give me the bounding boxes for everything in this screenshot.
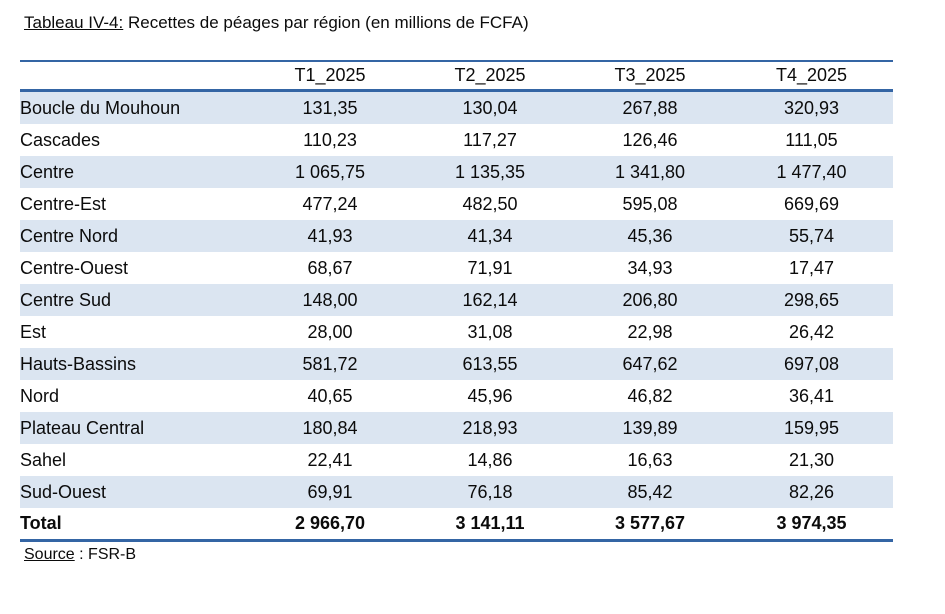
value-cell: 45,36 <box>627 225 673 246</box>
value-cell: 41,34 <box>467 225 513 246</box>
table-row <box>20 252 893 284</box>
value-cell: 31,08 <box>467 321 513 342</box>
table-row <box>20 124 893 156</box>
page-title <box>24 12 529 34</box>
value-cell: 14,86 <box>467 449 513 470</box>
total-row <box>20 508 893 541</box>
region-cell: Centre Nord <box>20 225 119 246</box>
value-cell: 595,08 <box>622 193 678 214</box>
table-row <box>20 220 893 252</box>
value-cell: 139,89 <box>622 417 678 438</box>
value-cell: 36,41 <box>788 385 835 406</box>
table-number-label: Tableau IV-4: <box>24 13 124 32</box>
region-cell: Boucle du Mouhoun <box>20 97 181 118</box>
value-cell: 55,74 <box>788 225 835 246</box>
value-cell: 21,30 <box>788 449 835 470</box>
table-row <box>20 188 893 220</box>
value-cell: 41,93 <box>307 225 353 246</box>
value-cell: 34,93 <box>627 257 673 278</box>
toll-revenue-table <box>20 60 893 542</box>
value-cell: 1 135,35 <box>454 161 526 182</box>
region-cell: Hauts-Bassins <box>20 353 137 374</box>
region-cell: Sahel <box>20 449 67 470</box>
value-cell: 647,62 <box>622 353 678 374</box>
table-row <box>20 476 893 508</box>
value-cell: 298,65 <box>783 289 840 310</box>
value-cell: 16,63 <box>627 449 673 470</box>
value-cell: 320,93 <box>783 97 840 118</box>
region-cell: Centre-Est <box>20 193 107 214</box>
value-cell: 69,91 <box>307 481 353 502</box>
region-cell: Plateau Central <box>20 417 145 438</box>
source-label: Source <box>24 546 75 563</box>
value-cell: 85,42 <box>627 481 673 502</box>
total-label: Total <box>20 513 62 533</box>
table-row <box>20 316 893 348</box>
value-cell: 46,82 <box>627 385 673 406</box>
title-text: Recettes de péages par région (en millions de FCFA) <box>123 13 529 32</box>
region-cell: Centre Sud <box>20 289 112 310</box>
table-row <box>20 91 893 125</box>
value-cell: 162,14 <box>462 289 518 310</box>
table-row <box>20 156 893 188</box>
total-value-t1: 2 966,70 <box>294 513 366 533</box>
value-cell: 40,65 <box>307 385 353 406</box>
region-cell: Nord <box>20 385 60 406</box>
value-cell: 76,18 <box>467 481 513 502</box>
table-row <box>20 284 893 316</box>
value-cell: 148,00 <box>302 289 358 310</box>
value-cell: 117,27 <box>463 129 517 150</box>
value-cell: 477,24 <box>302 193 358 214</box>
total-value-t4: 3 974,35 <box>776 513 847 533</box>
source-text: : FSR-B <box>74 546 137 563</box>
value-cell: 581,72 <box>302 353 358 374</box>
total-value-t2: 3 141,11 <box>455 513 525 533</box>
value-cell: 218,93 <box>462 417 518 438</box>
table-header-row <box>20 61 893 91</box>
column-header-region <box>20 61 250 91</box>
value-cell: 669,69 <box>783 193 840 214</box>
value-cell: 26,42 <box>788 321 835 342</box>
table-row <box>20 412 893 444</box>
value-cell: 206,80 <box>622 289 678 310</box>
table-row <box>20 444 893 476</box>
column-header-t2: T2_2025 <box>410 61 570 91</box>
value-cell: 68,67 <box>307 257 353 278</box>
value-cell: 22,41 <box>307 449 353 470</box>
total-value-t3: 3 577,67 <box>614 513 686 533</box>
value-cell: 697,08 <box>783 353 840 374</box>
value-cell: 1 341,80 <box>614 161 686 182</box>
value-cell: 22,98 <box>627 321 673 342</box>
value-cell: 482,50 <box>462 193 518 214</box>
value-cell: 17,47 <box>788 257 835 278</box>
table-row <box>20 380 893 412</box>
value-cell: 82,26 <box>788 481 835 502</box>
value-cell: 28,00 <box>307 321 353 342</box>
region-cell: Est <box>20 321 47 342</box>
value-cell: 130,04 <box>462 97 518 118</box>
value-cell: 159,95 <box>783 417 840 438</box>
region-cell: Sud-Ouest <box>20 481 107 502</box>
value-cell: 110,23 <box>303 129 357 150</box>
value-cell: 126,46 <box>622 129 678 150</box>
region-cell: Cascades <box>20 129 101 150</box>
value-cell: 71,91 <box>467 257 513 278</box>
source-line <box>24 546 136 564</box>
column-header-t1: T1_2025 <box>250 61 410 91</box>
region-cell: Centre <box>20 161 75 182</box>
table-row <box>20 348 893 380</box>
value-cell: 1 477,40 <box>776 161 847 182</box>
value-cell: 613,55 <box>462 353 518 374</box>
value-cell: 111,05 <box>785 129 838 150</box>
value-cell: 180,84 <box>302 417 358 438</box>
value-cell: 267,88 <box>622 97 678 118</box>
value-cell: 131,35 <box>302 97 358 118</box>
table-body <box>20 91 893 509</box>
column-header-t3: T3_2025 <box>570 61 730 91</box>
column-header-t4: T4_2025 <box>730 61 893 91</box>
value-cell: 45,96 <box>467 385 513 406</box>
region-cell: Centre-Ouest <box>20 257 129 278</box>
value-cell: 1 065,75 <box>294 161 366 182</box>
